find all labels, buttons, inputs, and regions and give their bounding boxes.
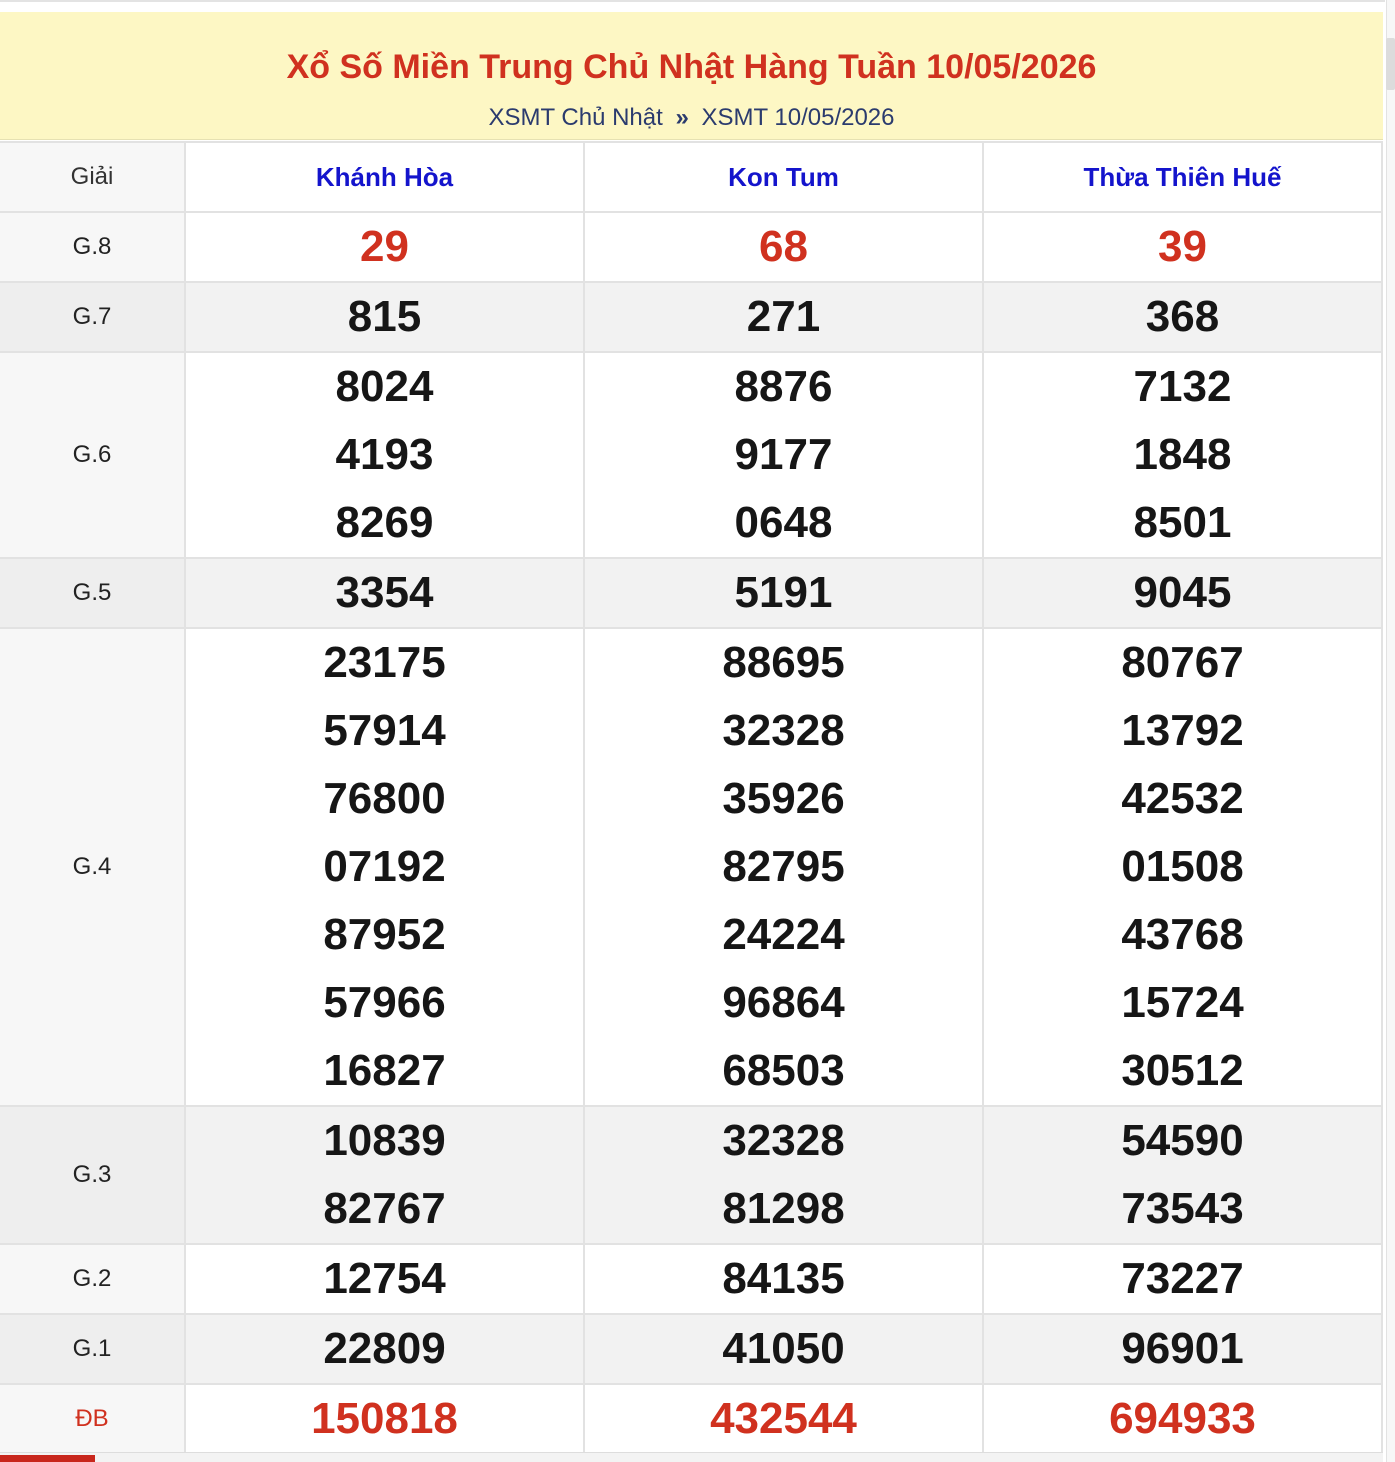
prize-label: G.7 <box>0 282 185 352</box>
prize-number: 368 <box>1145 292 1220 341</box>
prize-number: 01508 <box>1121 842 1244 891</box>
prize-row-g3 <box>0 1106 1382 1244</box>
result-cell <box>983 558 1382 628</box>
prize-number: 80767 <box>1121 638 1244 687</box>
prize-number: 87952 <box>323 910 446 959</box>
prize-row-g2 <box>0 1244 1382 1314</box>
prize-label: G.5 <box>0 558 185 628</box>
prize-number: 41050 <box>722 1324 845 1373</box>
prize-number: 81298 <box>722 1184 845 1233</box>
prize-number: 35926 <box>722 774 845 823</box>
result-cell <box>584 1314 983 1384</box>
province-header-kon-tum[interactable]: Kon Tum <box>584 142 983 212</box>
prize-number: 15724 <box>1121 978 1244 1027</box>
header-row <box>0 142 1382 212</box>
prize-row-g7 <box>0 282 1382 352</box>
prize-number: 57966 <box>323 978 446 1027</box>
result-cell <box>584 558 983 628</box>
prize-number: 32328 <box>722 1116 845 1165</box>
result-cell <box>983 212 1382 282</box>
result-cell <box>185 352 584 558</box>
prize-number: 24224 <box>722 910 845 959</box>
result-cell <box>983 1384 1382 1454</box>
breadcrumb-link-weekday[interactable]: XSMT Chủ Nhật <box>488 104 663 131</box>
result-cell <box>584 212 983 282</box>
prize-row-g4 <box>0 628 1382 1106</box>
result-cell <box>185 1244 584 1314</box>
prize-label-special: ĐB <box>0 1384 185 1454</box>
result-cell <box>584 1106 983 1244</box>
prize-number: 271 <box>746 292 821 341</box>
prize-number: 96864 <box>722 978 845 1027</box>
prize-number: 32328 <box>722 706 845 755</box>
prize-number: 68503 <box>722 1046 845 1095</box>
prize-number: 0648 <box>734 498 833 547</box>
scrollbar-thumb[interactable] <box>1386 38 1395 90</box>
prize-number: 1848 <box>1133 430 1232 479</box>
prize-number: 150818 <box>311 1394 458 1443</box>
result-cell <box>185 1106 584 1244</box>
prize-row-special <box>0 1384 1382 1454</box>
prize-number: 23175 <box>323 638 446 687</box>
prize-row-g5 <box>0 558 1382 628</box>
result-cell <box>584 282 983 352</box>
prize-number: 68 <box>759 222 808 271</box>
prize-number: 73227 <box>1121 1254 1244 1303</box>
prize-row-g6 <box>0 352 1382 558</box>
result-cell <box>185 1314 584 1384</box>
prize-number: 694933 <box>1109 1394 1256 1443</box>
prize-number: 7132 <box>1133 362 1232 411</box>
result-cell <box>983 282 1382 352</box>
prize-number: 9177 <box>734 430 833 479</box>
breadcrumb-separator: » <box>675 104 689 131</box>
prize-number: 07192 <box>323 842 446 891</box>
prize-label: G.4 <box>0 628 185 1106</box>
results-banner <box>0 12 1383 140</box>
page-title: Xổ Số Miền Trung Chủ Nhật Hàng Tuần 10/05/2026 <box>286 48 1097 86</box>
result-cell <box>983 352 1382 558</box>
prize-number: 82767 <box>323 1184 446 1233</box>
prize-number: 42532 <box>1121 774 1244 823</box>
result-cell <box>185 1384 584 1454</box>
result-cell <box>983 628 1382 1106</box>
result-cell <box>584 352 983 558</box>
prize-number: 96901 <box>1121 1324 1244 1373</box>
vertical-scrollbar[interactable] <box>1386 0 1395 1462</box>
prize-row-g1 <box>0 1314 1382 1384</box>
prize-number: 82795 <box>722 842 845 891</box>
prize-number: 88695 <box>722 638 845 687</box>
prize-number: 30512 <box>1121 1046 1244 1095</box>
prize-number: 8024 <box>335 362 434 411</box>
prize-number: 4193 <box>335 430 434 479</box>
prize-number: 76800 <box>323 774 446 823</box>
prize-label: G.3 <box>0 1106 185 1244</box>
province-header-khanh-hoa[interactable]: Khánh Hòa <box>185 142 584 212</box>
prize-number: 432544 <box>710 1394 857 1443</box>
prize-number: 29 <box>360 222 409 271</box>
prize-number: 84135 <box>722 1254 845 1303</box>
prize-number: 10839 <box>323 1116 446 1165</box>
prize-number: 8501 <box>1133 498 1232 547</box>
prize-number: 12754 <box>323 1254 446 1303</box>
prize-label: G.2 <box>0 1244 185 1314</box>
result-cell <box>983 1314 1382 1384</box>
result-cell <box>185 628 584 1106</box>
result-cell <box>185 558 584 628</box>
prize-number: 43768 <box>1121 910 1244 959</box>
prize-number: 39 <box>1158 222 1207 271</box>
prize-number: 57914 <box>323 706 446 755</box>
bottom-active-tab[interactable] <box>0 1455 95 1462</box>
prize-number: 73543 <box>1121 1184 1244 1233</box>
results-table <box>0 141 1383 1455</box>
prize-number: 3354 <box>335 568 434 617</box>
prize-label: G.8 <box>0 212 185 282</box>
bottom-tab-strip <box>0 1452 1383 1462</box>
prize-number: 8876 <box>734 362 833 411</box>
prize-label: G.1 <box>0 1314 185 1384</box>
province-header-thua-thien-hue[interactable]: Thừa Thiên Huế <box>983 142 1382 212</box>
prize-column-header: Giải <box>0 142 185 212</box>
top-border <box>0 0 1385 2</box>
prize-label: G.6 <box>0 352 185 558</box>
breadcrumb-link-date[interactable]: XSMT 10/05/2026 <box>701 104 895 131</box>
result-cell <box>983 1244 1382 1314</box>
breadcrumb <box>0 104 1383 132</box>
prize-number: 22809 <box>323 1324 446 1373</box>
prize-number: 13792 <box>1121 706 1244 755</box>
prize-number: 815 <box>347 292 422 341</box>
prize-number: 9045 <box>1133 568 1232 617</box>
prize-number: 54590 <box>1121 1116 1244 1165</box>
result-cell <box>185 282 584 352</box>
prize-number: 16827 <box>323 1046 446 1095</box>
prize-row-g8 <box>0 212 1382 282</box>
result-cell <box>983 1106 1382 1244</box>
prize-number: 5191 <box>734 568 833 617</box>
result-cell <box>185 212 584 282</box>
prize-number: 8269 <box>335 498 434 547</box>
result-cell <box>584 628 983 1106</box>
result-cell <box>584 1244 983 1314</box>
result-cell <box>584 1384 983 1454</box>
